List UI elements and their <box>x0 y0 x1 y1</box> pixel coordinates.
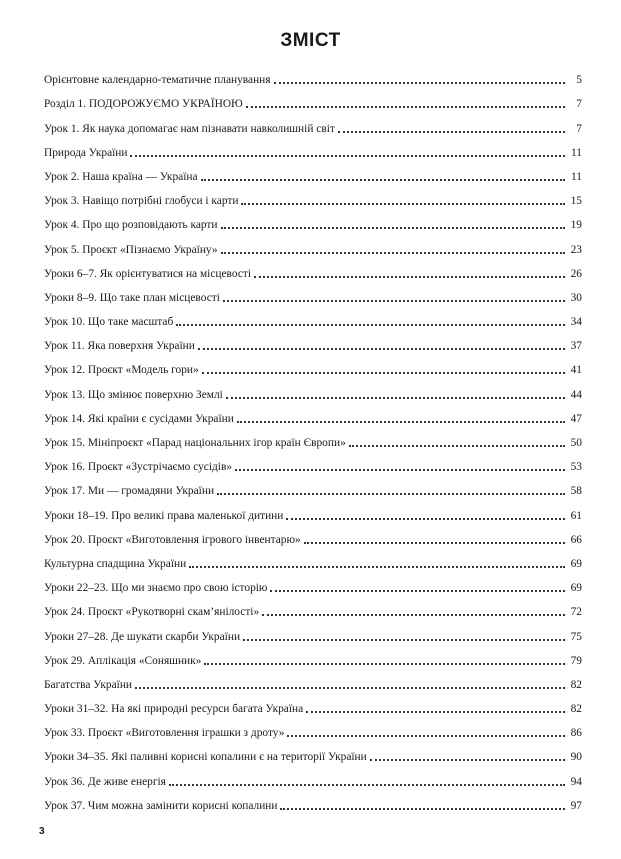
dot-leader <box>349 442 565 447</box>
toc-entry-page: 82 <box>570 703 582 716</box>
dot-leader <box>338 128 565 133</box>
toc-entry-title: Урок 20. Проєкт «Виготовлення ігрового інвентарю» <box>44 533 301 546</box>
toc-entry-page: 90 <box>570 751 582 764</box>
dot-leader <box>286 515 565 520</box>
dot-leader <box>169 781 565 786</box>
toc-entry-page: 19 <box>570 219 582 232</box>
toc-entry-page: 11 <box>571 146 582 159</box>
toc-entry-title: Уроки 18–19. Про великі права маленької дитини <box>44 509 284 522</box>
table-of-contents <box>44 63 582 813</box>
toc-entry-page: 69 <box>570 557 582 570</box>
dot-leader <box>204 660 565 665</box>
dot-leader <box>306 708 565 713</box>
toc-entry <box>44 740 582 764</box>
toc-entry <box>44 184 582 208</box>
toc-entry-title: Урок 12. Проєкт «Модель гори» <box>44 364 199 377</box>
toc-entry-title: Урок 37. Чим можна замінити корисні копалини <box>44 799 278 812</box>
toc-entry <box>44 305 582 329</box>
toc-entry <box>44 571 582 595</box>
dot-leader <box>176 321 565 326</box>
dot-leader <box>262 611 565 616</box>
toc-entry <box>44 257 582 281</box>
toc-entry-page: 53 <box>570 461 582 474</box>
dot-leader <box>254 273 565 278</box>
dot-leader <box>280 805 565 810</box>
toc-entry <box>44 329 582 353</box>
dot-leader <box>202 369 565 374</box>
toc-entry <box>44 232 582 256</box>
toc-entry <box>44 619 582 643</box>
dot-leader <box>221 249 565 254</box>
dot-leader <box>198 345 565 350</box>
toc-entry <box>44 160 582 184</box>
toc-entry-title: Урок 24. Проєкт «Рукотворні скам’янілості» <box>44 606 260 619</box>
toc-entry <box>44 87 582 111</box>
toc-entry-page: 66 <box>570 533 582 546</box>
toc-entry-title: Урок 10. Що таке масштаб <box>44 316 174 329</box>
toc-entry-title: Урок 3. Навіщо потрібні глобуси і карти <box>44 195 239 208</box>
toc-entry-page: 15 <box>570 195 582 208</box>
page-number: 3 <box>39 826 45 837</box>
toc-entry <box>44 764 582 788</box>
toc-entry-title: Розділ 1. ПОДОРОЖУЄМО УКРАЇНОЮ <box>44 98 243 111</box>
toc-entry-page: 58 <box>570 485 582 498</box>
toc-entry <box>44 498 582 522</box>
dot-leader <box>235 466 565 471</box>
toc-entry-title: Багатства України <box>44 678 133 691</box>
toc-entry-page: 79 <box>570 654 582 667</box>
toc-entry-title: Природа України <box>44 146 128 159</box>
toc-entry-title: Урок 11. Яка поверхня України <box>44 340 195 353</box>
toc-entry-title: Урок 33. Проєкт «Виготовлення іграшки з дроту» <box>44 727 285 740</box>
toc-entry-title: Урок 36. Де живе енергія <box>44 775 166 788</box>
toc-entry <box>44 474 582 498</box>
toc-entry-title: Урок 5. Проєкт «Пізнаємо Україну» <box>44 243 218 256</box>
toc-entry-page: 34 <box>570 316 582 329</box>
toc-entry-page: 82 <box>570 678 582 691</box>
page-title: ЗМІСТ <box>280 30 341 51</box>
toc-entry-page: 11 <box>571 170 582 183</box>
toc-entry <box>44 595 582 619</box>
toc-entry-page: 75 <box>570 630 582 643</box>
toc-entry <box>44 644 582 668</box>
toc-entry-title: Уроки 27–28. Де шукати скарби України <box>44 630 241 643</box>
toc-entry <box>44 111 582 135</box>
toc-entry-title: Культурна спадщина України <box>44 557 187 570</box>
toc-entry-title: Урок 16. Проєкт «Зустрічаємо сусідів» <box>44 461 233 474</box>
dot-leader <box>274 79 565 84</box>
toc-entry-page: 50 <box>570 437 582 449</box>
toc-entry-title: Урок 15. Мініпроєкт «Парад національних ігор країн Європи» <box>44 437 346 449</box>
dot-leader <box>226 394 565 399</box>
dot-leader <box>241 200 565 205</box>
toc-entry-page: 41 <box>570 364 582 377</box>
toc-entry-title: Урок 1. Як наука допомагає нам пізнавати навколишній світ <box>44 122 335 135</box>
toc-entry-title: Орієнтовне календарно-тематичне планування <box>44 74 271 87</box>
dot-leader <box>221 224 566 229</box>
toc-entry-title: Уроки 34–35. Які паливні корисні копалини є на території України <box>44 751 367 764</box>
toc-entry-page: 86 <box>570 727 582 740</box>
toc-entry-page: 30 <box>570 291 582 304</box>
dot-leader <box>370 756 565 761</box>
dot-leader <box>243 636 565 641</box>
dot-leader <box>304 539 565 544</box>
toc-entry-title: Уроки 31–32. На які природні ресурси багата Україна <box>44 703 304 716</box>
toc-entry <box>44 692 582 716</box>
toc-entry <box>44 377 582 401</box>
toc-entry <box>44 789 582 813</box>
toc-entry-page: 37 <box>570 340 582 353</box>
toc-entry-title: Урок 2. Наша країна — Україна <box>44 170 198 183</box>
dot-leader <box>130 152 565 157</box>
toc-entry-page: 69 <box>570 582 582 595</box>
toc-entry-page: 7 <box>576 98 582 111</box>
toc-entry <box>44 353 582 377</box>
toc-entry-page: 94 <box>570 775 582 788</box>
toc-entry-title: Урок 14. Які країни є сусідами України <box>44 412 234 425</box>
toc-entry-page: 44 <box>570 388 582 401</box>
toc-entry-page: 72 <box>570 606 582 619</box>
toc-entry-title: Уроки 8–9. Що таке план місцевості <box>44 291 220 304</box>
toc-entry <box>44 63 582 87</box>
toc-entry-page: 7 <box>576 122 582 135</box>
toc-entry-title: Уроки 6–7. Як орієнтуватися на місцевості <box>44 267 252 280</box>
toc-entry <box>44 450 582 474</box>
toc-entry-page: 97 <box>570 799 582 812</box>
toc-entry-title: Урок 17. Ми — громадяни України <box>44 485 215 498</box>
toc-entry-page: 47 <box>570 412 582 425</box>
toc-entry-title: Урок 4. Про що розповідають карти <box>44 219 218 232</box>
toc-entry <box>44 281 582 305</box>
dot-leader <box>237 418 565 423</box>
toc-entry-page: 23 <box>570 243 582 256</box>
toc-entry-title: Урок 29. Аплікація «Соняшник» <box>44 654 202 667</box>
toc-entry <box>44 547 582 571</box>
dot-leader <box>287 732 565 737</box>
toc-entry <box>44 668 582 692</box>
toc-entry <box>44 402 582 426</box>
toc-entry-title: Уроки 22–23. Що ми знаємо про свою історію <box>44 582 268 595</box>
toc-entry <box>44 523 582 547</box>
dot-leader <box>189 563 565 568</box>
toc-entry <box>44 716 582 740</box>
dot-leader <box>135 684 565 689</box>
toc-entry <box>44 426 582 450</box>
dot-leader <box>246 103 565 108</box>
toc-entry-title: Урок 13. Що змінює поверхню Землі <box>44 388 223 401</box>
toc-entry <box>44 136 582 160</box>
toc-entry-page: 26 <box>570 267 582 280</box>
toc-entry <box>44 208 582 232</box>
dot-leader <box>223 297 565 302</box>
dot-leader <box>201 176 565 181</box>
toc-entry-page: 5 <box>576 74 582 87</box>
dot-leader <box>217 490 565 495</box>
dot-leader <box>270 587 565 592</box>
toc-entry-page: 61 <box>570 509 582 522</box>
